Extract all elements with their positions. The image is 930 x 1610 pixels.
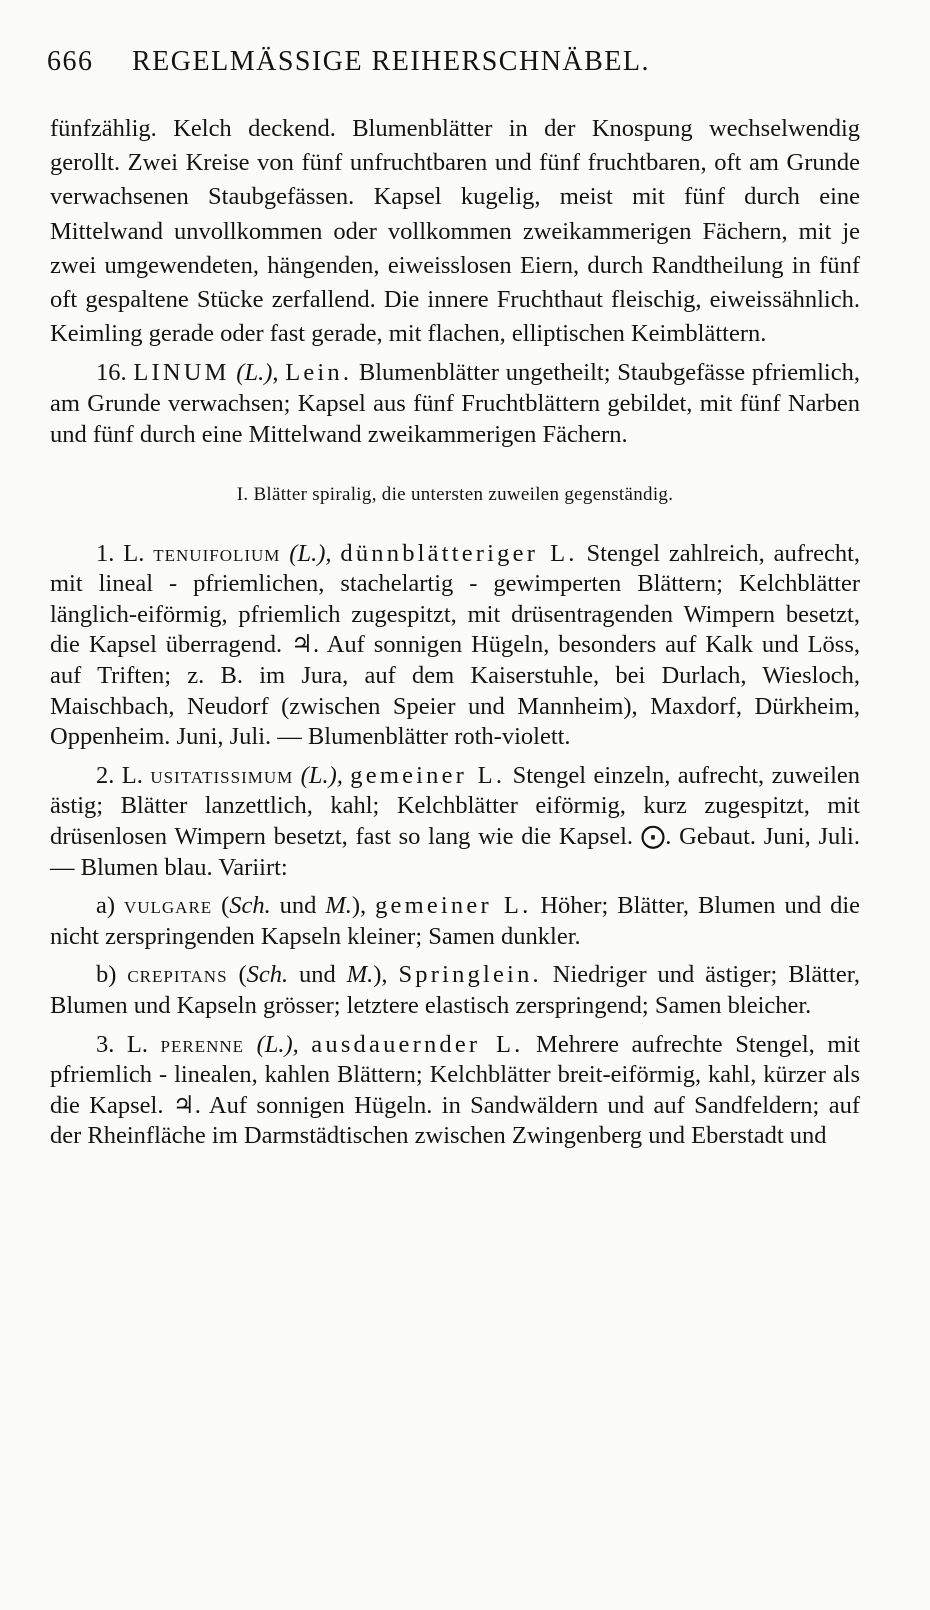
running-title: REGELMÄSSIGE REIHERSCHNÄBEL. <box>132 46 651 77</box>
species-entry-3 <box>50 1030 860 1152</box>
species-name: usitatissimum <box>150 761 294 789</box>
species-entry-1 <box>50 539 860 753</box>
variety-description: Höher; Blätter, Blumen und die nicht zerspringenden Kapseln kleiner; Samen dunkler. <box>50 892 861 950</box>
variety-common-name: gemeiner L. <box>375 892 532 920</box>
species-authority: (L.), <box>300 761 343 789</box>
page-body <box>50 112 860 1160</box>
variety-entry-a <box>50 891 860 952</box>
species-name: perenne <box>160 1030 245 1058</box>
species-description: Stengel zahlreich, aufrecht, mit lineal - pfriemlichen, stachelartig - gewimperten Blättern; Kelchblätter länglich-eiförmig, pfriemlich zugespitzt, mit drüsentragenden Wimpern besetzt, die Kapsel überragend. ♃. Auf sonnigen Hügeln, besonders auf Kalk und Löss, auf Triften; z. B. im Jura, auf dem Kaiserstuhle, bei Durlach, Wiesloch, Maischbach, Neudorf (zwischen Speier und Mannheim), Maxdorf, Dürkheim, Oppenheim. Juni, Juli. — Blumenblätter roth-violett. <box>50 539 861 751</box>
running-header <box>47 46 887 78</box>
genus-number: 16. <box>96 359 127 387</box>
species-number: 2. L. <box>96 761 143 789</box>
variety-author-2: M. <box>325 892 352 920</box>
variety-label: a) <box>96 892 116 920</box>
variety-description: Niedriger und ästiger; Blätter, Blumen und Kapseln grösser; letztere elastisch zerspringend; Samen bleicher. <box>50 961 861 1019</box>
variety-name: crepitans <box>127 961 228 989</box>
variety-name: vulgare <box>123 892 213 920</box>
species-description: Mehrere aufrechte Stengel, mit pfriemlich - linealen, kahlen Blättern; Kelchblätter breit-eiförmig, kahl, kürzer als die Kapsel. ♃. Auf sonnigen Hügeln. in Sandwäldern und auf Sandfeldern; auf der Rheinfläche im Darmstädtischen zwischen Zwingenberg und Eberstadt und <box>50 1030 861 1150</box>
species-common-name: gemeiner L. <box>350 761 506 789</box>
species-entry-2 <box>50 761 860 883</box>
species-name: tenuifolium <box>153 539 281 567</box>
species-common-name: dünnblätteriger L. <box>340 539 578 567</box>
variety-authority-close: ), <box>351 892 367 920</box>
genus-description: Blumenblätter ungetheilt; Staubgefässe pfriemlich, am Grunde verwachsen; Kapsel aus fünf Fruchtblättern gebildet, mit fünf Narben und fünf durch eine Mittelwand zweikammerigen Fächern. <box>50 359 860 449</box>
species-number: 1. L. <box>96 539 145 567</box>
species-number: 3. L. <box>96 1030 148 1058</box>
species-authority: (L.), <box>256 1030 299 1058</box>
variety-authority-close: ), <box>373 961 388 989</box>
genus-name: LINUM <box>133 359 230 387</box>
variety-connector: und <box>279 892 317 920</box>
intro-paragraph: fünfzählig. Kelch deckend. Blumenblätter in der Knospung wechselwendig gerollt. Zwei Kreise von fünf unfruchtbaren und fünf fruchtbaren, oft am Grunde verwachsenen Staubgefässen. Kapsel kugelig, meist mit fünf durch eine Mittelwand unvollkommen oder vollkommen zweikammerigen Fächern, mit je zwei umgewendeten, hängenden, eiweisslosen Eiern, durch Randtheilung in fünf oft gespaltene Stücke zerfallend. Die innere Fruchthaut fleischig, eiweissähnlich. Keimling gerade oder fast gerade, mit flachen, elliptischen Keimblättern. <box>50 115 860 348</box>
page-number: 666 <box>47 46 94 77</box>
variety-entry-b <box>50 960 860 1021</box>
species-description: Stengel einzeln, aufrecht, zuweilen ästig; Blätter lanzettlich, kahl; Kelchblätter eiförmig, kurz zugespitzt, mit drüsenlosen Wimpern besetzt, fast so lang wie die Kapsel. ⨀. Gebaut. Juni, Juli. — Blumen blau. Variirt: <box>50 761 860 881</box>
variety-authority-open: ( <box>221 892 230 920</box>
variety-author-1: Sch. <box>246 961 289 989</box>
genus-authority: (L.) <box>236 359 273 387</box>
variety-label: b) <box>96 961 117 989</box>
genus-entry: 16. LINUM (L.), Lein. Blumenblätter ungetheilt; Staubgefässe pfriemlich, am Grunde verwachsen; Kapsel aus fünf Fruchtblättern gebildet, mit fünf Narben und fünf durch eine Mittelwand zweikammerigen Fächern. <box>50 359 860 449</box>
species-authority: (L.), <box>289 539 332 567</box>
species-common-name: ausdauernder L. <box>311 1030 524 1058</box>
variety-common-name: Springlein. <box>398 961 542 989</box>
variety-connector: und <box>299 961 336 989</box>
genus-common-name: Lein. <box>285 359 353 387</box>
variety-author-2: M. <box>346 961 374 989</box>
section-heading: I. Blätter spiralig, die untersten zuweilen gegenständig. <box>236 484 674 506</box>
variety-authority-open: ( <box>238 961 247 989</box>
variety-author-1: Sch. <box>229 892 271 920</box>
